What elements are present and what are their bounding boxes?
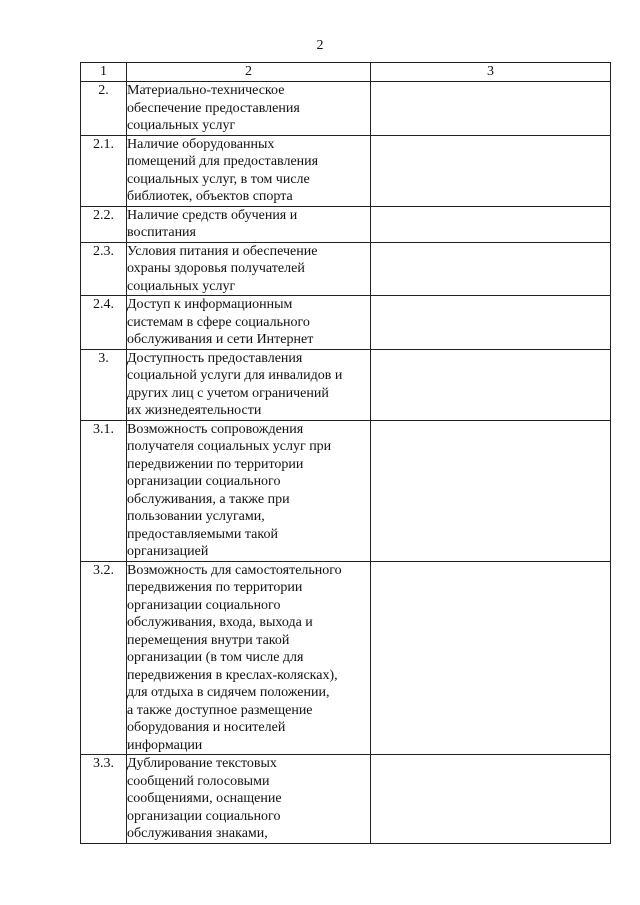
row-number: 2.1. (81, 135, 127, 206)
criterion-text-line: обслуживания знаками, (127, 826, 268, 841)
criterion-text-line: их жизнедеятельности (127, 403, 262, 418)
criterion-value-cell (371, 242, 611, 296)
criterion-text-line: обслуживания, входа, выхода и (127, 615, 313, 630)
criterion-text (127, 82, 371, 136)
table-row (81, 755, 611, 844)
criterion-text (127, 561, 371, 755)
table-row (81, 420, 611, 561)
criterion-text-line: передвижения по территории (127, 580, 303, 595)
criterion-text (127, 242, 371, 296)
criterion-value-cell (371, 349, 611, 420)
criterion-text-line: Наличие средств обучения и (127, 207, 298, 223)
criterion-text-line: Возможность для самостоятельного (127, 562, 342, 578)
table-row (81, 206, 611, 242)
row-number: 3.3. (81, 755, 127, 844)
criterion-text-line: помещений для предоставления (127, 154, 319, 169)
criterion-text-line: других лиц с учетом ограничений (127, 385, 329, 401)
row-number: 2.3. (81, 242, 127, 296)
criterion-text-line: а также доступное размещение (127, 702, 313, 718)
criterion-text (127, 206, 371, 242)
criterion-text-line: системам в сфере социального (127, 314, 310, 330)
page-number: 2 (316, 38, 324, 53)
criterion-text-line: Материально-техническое (127, 83, 285, 98)
criterion-text-line: Условия питания и обеспечение (127, 243, 318, 259)
row-number: 2.4. (81, 296, 127, 350)
column-header-1: 1 (81, 63, 127, 82)
row-number: 3. (81, 349, 127, 420)
row-number: 2.2. (81, 206, 127, 242)
criterion-text (127, 420, 371, 561)
criterion-text-line: организации социального (127, 808, 281, 824)
criterion-text-line: предоставляемыми такой (127, 526, 278, 542)
criterion-text-line: оборудования и носителей (127, 720, 286, 735)
row-number: 3.2. (81, 561, 127, 755)
criterion-text (127, 755, 371, 844)
criterion-text-line: перемещения внутри такой (127, 632, 290, 648)
criterion-text-line: информации (127, 737, 203, 753)
criterion-text-line: Дублирование текстовых (127, 756, 277, 771)
row-number: 3.1. (81, 420, 127, 561)
criterion-text-line: организации социального (127, 474, 281, 489)
table-row (81, 135, 611, 206)
criterion-text-line: Возможность сопровождения (127, 421, 304, 437)
criterion-text-line: обслуживания и сети Интернет (127, 332, 314, 347)
criterion-value-cell (371, 296, 611, 350)
table-header-row (81, 63, 611, 82)
criterion-text-line: сообщений голосовыми (127, 773, 270, 789)
criterion-value-cell (371, 755, 611, 844)
criterion-value-cell (371, 135, 611, 206)
criterion-value-cell (371, 420, 611, 561)
column-header-2: 2 (127, 63, 371, 82)
criterion-value-cell (371, 82, 611, 136)
criterion-text-line: для отдыха в сидячем положении, (127, 685, 330, 700)
criterion-value-cell (371, 561, 611, 755)
criterion-text-line: организации (в том числе для (127, 650, 304, 665)
criterion-text-line: Наличие оборудованных (127, 136, 275, 152)
table-row (81, 349, 611, 420)
criterion-text-line: передвижения в креслах-колясках), (127, 667, 338, 683)
table-row (81, 82, 611, 136)
column-header-3: 3 (371, 63, 611, 82)
criterion-text-line: Доступ к информационным (127, 297, 293, 312)
criterion-text-line: охраны здоровья получателей (127, 261, 305, 276)
criteria-table (80, 62, 611, 844)
criterion-text-line: получателя социальных услуг при (127, 439, 332, 454)
criterion-text-line: воспитания (127, 225, 196, 240)
criterion-text-line: пользовании услугами, (127, 509, 265, 524)
criterion-text-line: социальных услуг (127, 118, 236, 133)
criterion-text (127, 296, 371, 350)
criterion-text-line: организацией (127, 544, 209, 559)
row-number: 2. (81, 82, 127, 136)
criterion-text (127, 135, 371, 206)
criterion-text-line: социальных услуг, в том числе (127, 171, 310, 187)
criterion-text-line: Доступность предоставления (127, 350, 303, 366)
table-row (81, 296, 611, 350)
criterion-text-line: передвижении по территории (127, 456, 304, 472)
criterion-text-line: социальных услуг (127, 278, 236, 294)
criterion-value-cell (371, 206, 611, 242)
criterion-text-line: обеспечение предоставления (127, 100, 300, 116)
criterion-text-line: сообщениями, оснащение (127, 791, 282, 806)
criterion-text-line: организации социального (127, 597, 281, 613)
criterion-text-line: библиотек, объектов спорта (127, 189, 293, 204)
table-row (81, 561, 611, 755)
criterion-text (127, 349, 371, 420)
criterion-text-line: социальной услуги для инвалидов и (127, 368, 343, 383)
criterion-text-line: обслуживания, а также при (127, 491, 290, 507)
table-row (81, 242, 611, 296)
